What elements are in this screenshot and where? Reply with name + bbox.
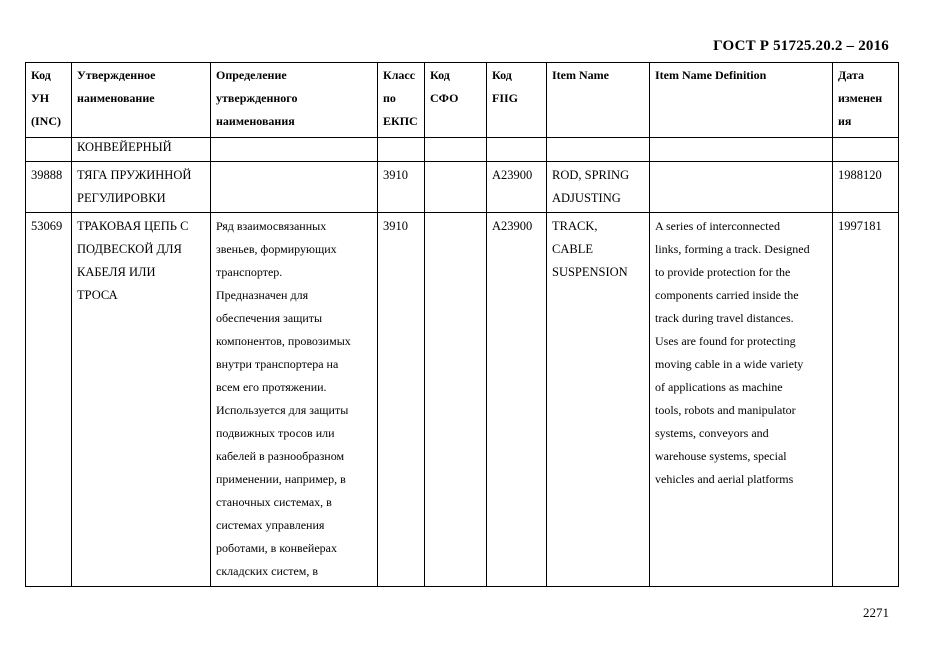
cell-date <box>833 138 899 162</box>
cell-definition <box>211 162 378 213</box>
cell-name: ТРАКОВАЯ ЦЕПЬ С ПОДВЕСКОЙ ДЛЯ КАБЕЛЯ ИЛИ ТРОСА <box>72 213 211 587</box>
cell-name: КОНВЕЙЕРНЫЙ <box>72 138 211 162</box>
cell-fiig <box>487 138 547 162</box>
header-change-date: Дата изменен ия <box>833 63 899 138</box>
header-item-name-definition: Item Name Definition <box>650 63 833 138</box>
cell-class: 3910 <box>378 213 425 587</box>
header-ekps-class: Класс по ЕКПС <box>378 63 425 138</box>
header-approved-name: Утвержденное наименование <box>72 63 211 138</box>
table-row <box>26 138 899 162</box>
document-standard-title: ГОСТ Р 51725.20.2 – 2016 <box>713 38 889 54</box>
table-row <box>26 162 899 213</box>
cell-sfo <box>425 138 487 162</box>
cell-item-definition <box>650 162 833 213</box>
cell-date: 1997181 <box>833 213 899 587</box>
cell-definition: Ряд взаимосвязанных звеньев, формирующих транспортер. Предназначен для обеспечения защиты компонентов, провозимых внутри транспортера на всем его протяжении. Используется для защиты подвижных тросов или кабелей в разнообразном применении, например, в станочных системах, в системах управления роботами, в конвейерах складских систем, в <box>211 213 378 587</box>
cell-sfo <box>425 162 487 213</box>
classification-table <box>25 62 899 587</box>
cell-code: 39888 <box>26 162 72 213</box>
page-number: 2271 <box>863 605 889 620</box>
cell-item-definition: A series of interconnected links, forming a track. Designed to provide protection for the components carried inside the track during travel distances. Uses are found for protecting moving cable in a wide variety of applications as machine tools, robots and manipulator systems, conveyors and warehouse systems, special vehicles and aerial platforms <box>650 213 833 587</box>
table-row <box>26 213 899 587</box>
cell-definition <box>211 138 378 162</box>
header-fiig-code: Код FIIG <box>487 63 547 138</box>
cell-code <box>26 138 72 162</box>
header-sfo-code: Код СФО <box>425 63 487 138</box>
cell-sfo <box>425 213 487 587</box>
cell-code: 53069 <box>26 213 72 587</box>
cell-class <box>378 138 425 162</box>
cell-item-name: ROD, SPRING ADJUSTING <box>547 162 650 213</box>
cell-class: 3910 <box>378 162 425 213</box>
cell-fiig: A23900 <box>487 213 547 587</box>
cell-name: ТЯГА ПРУЖИННОЙ РЕГУЛИРОВКИ <box>72 162 211 213</box>
cell-date: 1988120 <box>833 162 899 213</box>
header-item-name: Item Name <box>547 63 650 138</box>
cell-item-definition <box>650 138 833 162</box>
cell-fiig: A23900 <box>487 162 547 213</box>
table-header-row <box>26 63 899 138</box>
cell-item-name <box>547 138 650 162</box>
header-name-definition: Определение утвержденного наименования <box>211 63 378 138</box>
cell-item-name: TRACK, CABLE SUSPENSION <box>547 213 650 587</box>
header-code-inc: Код УН (INC) <box>26 63 72 138</box>
